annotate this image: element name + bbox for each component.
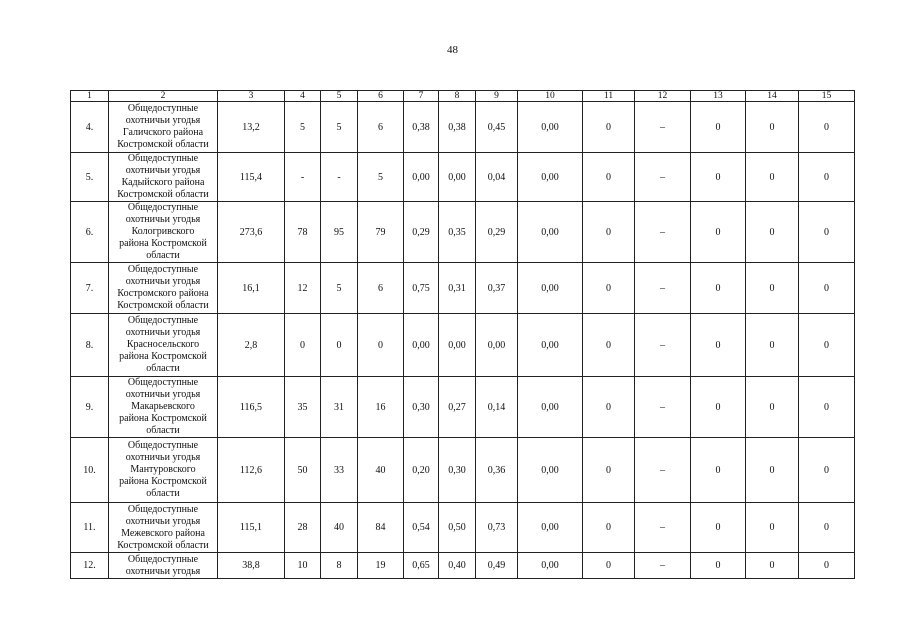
cell-col-12: – [635,314,691,377]
cell-col-5: 0 [321,314,358,377]
cell-col-4: 12 [285,263,321,314]
cell-col-5: 40 [321,503,358,553]
cell-col-4: 0 [285,314,321,377]
name-line: охотничьи угодья [125,214,201,225]
row-number: 7. [71,263,109,314]
cell-col-9: 0,29 [476,202,518,263]
cell-col-10: 0,00 [518,503,583,553]
cell-col-15: 0 [799,102,855,153]
cell-col-6: 40 [358,438,404,503]
cell-col-11: 0 [583,503,635,553]
row-number: 12. [71,553,109,579]
cell-col-4: 78 [285,202,321,263]
cell-col-11: 0 [583,553,635,579]
name-line: Макарьевского [131,401,195,412]
cell-col-13: 0 [691,202,746,263]
col-header: 1 [71,91,109,102]
cell-col-8: 0,40 [439,553,476,579]
cell-col-15: 0 [799,377,855,438]
cell-col-12: – [635,263,691,314]
cell-col-7: 0,20 [404,438,439,503]
cell-col-5: 95 [321,202,358,263]
cell-col-9: 0,45 [476,102,518,153]
cell-col-3: 273,6 [218,202,285,263]
name-line: Общедоступные [127,103,199,114]
cell-col-10: 0,00 [518,314,583,377]
name-line: области [146,488,180,499]
cell-col-8: 0,31 [439,263,476,314]
cell-col-9: 0,49 [476,553,518,579]
name-line: охотничьи угодья [125,276,201,287]
row-number: 9. [71,377,109,438]
name-line: Костромской области [117,139,209,150]
cell-col-9: 0,00 [476,314,518,377]
cell-col-5: 8 [321,553,358,579]
cell-col-10: 0,00 [518,553,583,579]
cell-col-6: 84 [358,503,404,553]
hunting-ground-name [109,102,218,153]
cell-col-10: 0,00 [518,377,583,438]
cell-col-3: 112,6 [218,438,285,503]
name-line: Костромской области [117,300,209,311]
name-line: Общедоступные [127,264,199,275]
cell-col-4: 50 [285,438,321,503]
cell-col-8: 0,38 [439,102,476,153]
table-row [71,503,855,553]
name-line: района Костромской [119,413,207,424]
name-line: Общедоступные [127,153,199,164]
cell-col-3: 115,1 [218,503,285,553]
col-header: 8 [439,91,476,102]
cell-col-3: 116,5 [218,377,285,438]
name-line: охотничьи угодья [125,389,201,400]
cell-col-11: 0 [583,314,635,377]
name-line: Межевского района [121,527,205,539]
table-row [71,553,855,579]
cell-col-6: 6 [358,102,404,153]
cell-col-13: 0 [691,503,746,553]
cell-col-8: 0,00 [439,153,476,202]
cell-col-6: 79 [358,202,404,263]
cell-col-4: - [285,153,321,202]
name-line: Кадыйского района [121,177,205,188]
col-header: 3 [218,91,285,102]
col-header: 15 [799,91,855,102]
name-line: Общедоступные [127,553,199,565]
cell-col-13: 0 [691,377,746,438]
name-line: Общедоступные [127,202,199,213]
hunting-ground-name [109,503,218,553]
cell-col-13: 0 [691,438,746,503]
col-header: 11 [583,91,635,102]
col-header: 9 [476,91,518,102]
col-header: 13 [691,91,746,102]
cell-col-14: 0 [746,202,799,263]
cell-col-6: 16 [358,377,404,438]
name-line: охотничьи угодья [125,165,201,176]
cell-col-9: 0,04 [476,153,518,202]
cell-col-15: 0 [799,314,855,377]
cell-col-15: 0 [799,202,855,263]
name-line: охотничьи угодья [125,115,201,126]
name-line: области [146,363,180,374]
hunting-ground-name [109,377,218,438]
col-header: 5 [321,91,358,102]
cell-col-13: 0 [691,263,746,314]
cell-col-12: – [635,438,691,503]
name-line: охотничьи угодья [125,565,201,577]
name-line: района Костромской [119,351,207,362]
name-line: охотничьи угодья [125,452,201,463]
cell-col-7: 0,00 [404,153,439,202]
col-header: 2 [109,91,218,102]
col-header: 6 [358,91,404,102]
name-line: Общедоступные [127,503,199,515]
cell-col-7: 0,38 [404,102,439,153]
cell-col-12: – [635,153,691,202]
cell-col-11: 0 [583,153,635,202]
col-header: 4 [285,91,321,102]
cell-col-4: 28 [285,503,321,553]
name-line: района Костромской [119,476,207,487]
table-row [71,153,855,202]
name-line: района Костромской [119,238,207,249]
cell-col-3: 38,8 [218,553,285,579]
cell-col-7: 0,29 [404,202,439,263]
col-header: 7 [404,91,439,102]
cell-col-6: 0 [358,314,404,377]
cell-col-5: - [321,153,358,202]
name-line: охотничьи угодья [125,515,201,527]
cell-col-12: – [635,503,691,553]
cell-col-4: 5 [285,102,321,153]
row-number: 6. [71,202,109,263]
cell-col-14: 0 [746,102,799,153]
cell-col-14: 0 [746,377,799,438]
cell-col-3: 115,4 [218,153,285,202]
col-header: 14 [746,91,799,102]
cell-col-5: 33 [321,438,358,503]
cell-col-7: 0,54 [404,503,439,553]
name-line: области [146,250,180,261]
name-line: Общедоступные [127,315,199,326]
cell-col-8: 0,50 [439,503,476,553]
cell-col-7: 0,65 [404,553,439,579]
cell-col-14: 0 [746,438,799,503]
cell-col-8: 0,35 [439,202,476,263]
cell-col-15: 0 [799,553,855,579]
table-row [71,438,855,503]
table-row [71,263,855,314]
hunting-ground-name [109,153,218,202]
hunting-ground-name [109,263,218,314]
table-row [71,202,855,263]
cell-col-14: 0 [746,503,799,553]
cell-col-10: 0,00 [518,438,583,503]
name-line: Общедоступные [127,377,199,388]
cell-col-10: 0,00 [518,263,583,314]
cell-col-6: 19 [358,553,404,579]
cell-col-6: 5 [358,153,404,202]
hunting-grounds-table [70,90,855,579]
cell-col-3: 16,1 [218,263,285,314]
row-number: 11. [71,503,109,553]
cell-col-8: 0,27 [439,377,476,438]
name-line: охотничьи угодья [125,327,201,338]
cell-col-15: 0 [799,503,855,553]
row-number: 4. [71,102,109,153]
cell-col-7: 0,00 [404,314,439,377]
cell-col-7: 0,75 [404,263,439,314]
cell-col-9: 0,37 [476,263,518,314]
cell-col-15: 0 [799,438,855,503]
cell-col-4: 10 [285,553,321,579]
hunting-ground-name [109,314,218,377]
col-header: 12 [635,91,691,102]
cell-col-9: 0,73 [476,503,518,553]
name-line: Мантуровского [130,464,196,475]
cell-col-11: 0 [583,377,635,438]
cell-col-5: 5 [321,102,358,153]
name-line: Общедоступные [127,440,199,451]
cell-col-4: 35 [285,377,321,438]
cell-col-5: 5 [321,263,358,314]
name-line: Костромской области [117,539,209,551]
table-row [71,102,855,153]
col-header: 10 [518,91,583,102]
cell-col-12: – [635,377,691,438]
cell-col-11: 0 [583,102,635,153]
name-line: Кологривского [131,226,195,237]
cell-col-9: 0,36 [476,438,518,503]
cell-col-10: 0,00 [518,202,583,263]
cell-col-14: 0 [746,553,799,579]
cell-col-13: 0 [691,314,746,377]
cell-col-15: 0 [799,263,855,314]
cell-col-11: 0 [583,438,635,503]
cell-col-13: 0 [691,102,746,153]
cell-col-12: – [635,202,691,263]
hunting-ground-name [109,438,218,503]
cell-col-6: 6 [358,263,404,314]
cell-col-8: 0,00 [439,314,476,377]
cell-col-3: 2,8 [218,314,285,377]
table-row [71,377,855,438]
name-line: области [146,425,180,436]
cell-col-11: 0 [583,202,635,263]
cell-col-13: 0 [691,153,746,202]
cell-col-13: 0 [691,553,746,579]
hunting-ground-name [109,553,218,579]
cell-col-3: 13,2 [218,102,285,153]
row-number: 10. [71,438,109,503]
row-number: 8. [71,314,109,377]
cell-col-10: 0,00 [518,153,583,202]
row-number: 5. [71,153,109,202]
cell-col-14: 0 [746,263,799,314]
cell-col-14: 0 [746,314,799,377]
cell-col-11: 0 [583,263,635,314]
cell-col-5: 31 [321,377,358,438]
table-row [71,314,855,377]
name-line: Красносельского [126,339,200,350]
header-row [71,91,855,102]
cell-col-9: 0,14 [476,377,518,438]
name-line: Костромского района [117,288,209,299]
cell-col-8: 0,30 [439,438,476,503]
cell-col-15: 0 [799,153,855,202]
cell-col-14: 0 [746,153,799,202]
name-line: Галичского района [122,127,204,138]
hunting-ground-name [109,202,218,263]
cell-col-12: – [635,102,691,153]
cell-col-7: 0,30 [404,377,439,438]
cell-col-12: – [635,553,691,579]
cell-col-10: 0,00 [518,102,583,153]
page-number: 48 [447,44,458,56]
name-line: Костромской области [117,189,209,200]
